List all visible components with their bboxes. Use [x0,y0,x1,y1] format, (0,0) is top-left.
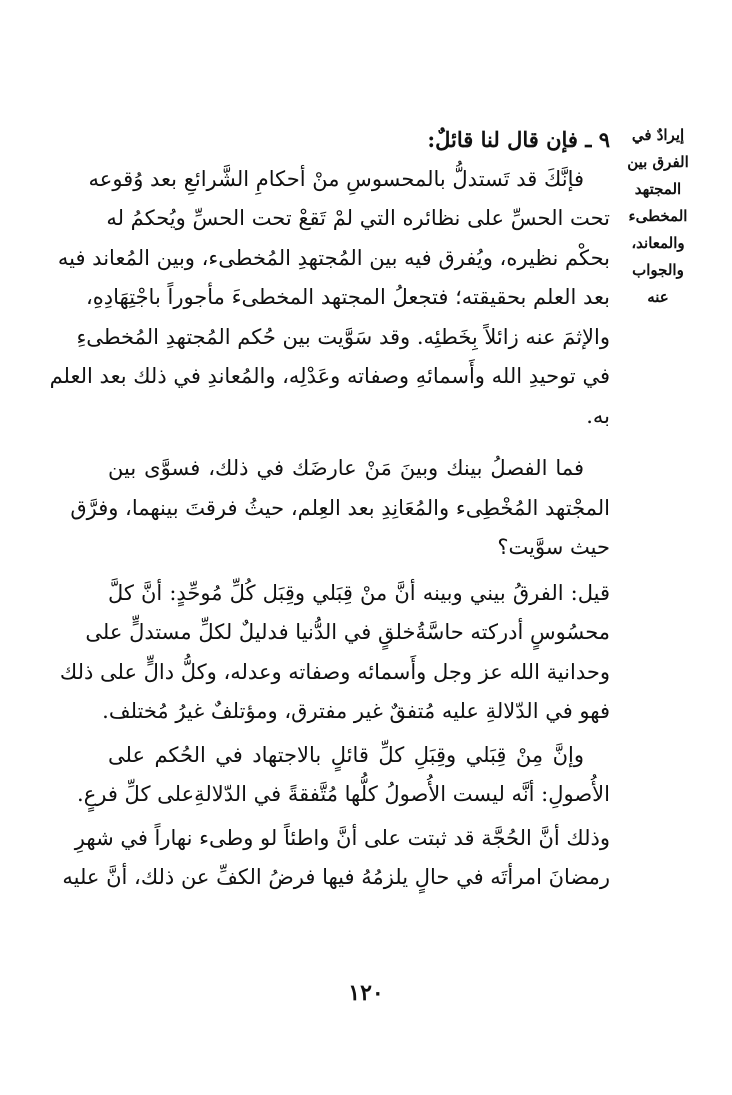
margin-note-line: المخطىء [628,207,688,225]
margin-note [624,122,692,311]
margin-note-line: والمعاند، [631,234,685,252]
paragraph [62,819,610,898]
text-line: والإثمَ عنه زائلاً بِخَطئِه. وقد سَوَّيت بين حُكم المُجتهدِ المُخطىءِ [76,324,610,349]
text-line: تحت الحسِّ على نظائره التي لمْ تَقعْ تحت الحسِّ ويُحكمُ له [106,206,610,230]
section-heading: ٩ ـ فإن قال لنا قائلٌ: [427,127,610,152]
margin-note-line: الفرق بين [627,153,689,171]
margin-note-line: عنه [647,288,669,306]
paragraph [49,160,610,437]
margin-note-line: إيرادٌ في [631,126,685,144]
text-line: فما الفصلُ بينك وبينَ مَنْ عارضَك في ذلك، فسوَّى بين [108,456,584,480]
paragraph [77,736,610,815]
text-line: بحكْم نظيره، ويُفرق فيه بين المُجتهدِ المُخطىء، وبين المُعاند فيه [57,245,610,270]
paragraph [70,449,610,568]
text-line: وحدانية الله عز وجل وأَسمائه وصفاته وعدله، وكلُّ دالٍّ على ذلك [59,659,610,684]
margin-note-line: المجتهد [634,180,682,198]
text-line: فهو في الدّلالةِ عليه مُتفقٌ غير مفترق، ومؤتلفٌ غيرُ مُختلف. [102,699,610,723]
text-line: محسُوسٍ أدركته حاسَّةُخلقٍ في الدُّنيا فدليلٌ لكلِّ مستدلٍّ على [85,620,610,644]
text-line: الأُصولِ: أنَّه ليست الأُصولُ كلُّها مُتَّفقةً في الدّلالةِعلى كلِّ فرعٍ. [77,782,610,806]
paragraph [59,574,610,732]
text-line: فإنَّكَ قد تَستدلُّ بالمحسوسِ منْ أحكامِ الشَّرائعِ بعد وُقوعه [88,166,584,191]
page-number: ١٢٠ [348,980,384,1006]
text-line: في توحيدِ الله وأَسمائهِ وصفاته وعَدْلِه، والمُعاندِ في ذلك بعد العلم [49,364,610,388]
text-line: المجْتهد المُخْطِىء والمُعَانِدِ بعد العِلم، حيثُ فرقتَ بينهما، وفرَّق [70,495,610,520]
margin-note-line: والجواب [632,261,684,279]
text-line: حيث سوَّيت؟ [497,535,610,559]
text-line: قيل: الفرقُ بيني وبينه أنَّ منْ قِبَلي وقِبَل كُلِّ مُوحِّدٍ: أنَّ كلَّ [108,580,610,605]
text-line: رمضانَ امرأتَه في حالٍ يلزمُهُ فيها فرضُ الكفِّ عن ذلك، أنَّ عليه [62,865,610,889]
text-line: وذلك أنَّ الحُجَّة قد ثبتت على أنَّ واطئاً لو وطىء نهاراً في شهرِ [74,825,610,850]
main-text [49,120,610,898]
text-line: بعد العلم بحقيقته؛ فتجعلُ المجتهد المخطىءَ مأجوراً باجْتِهَادِهِ، [86,285,610,309]
text-line: به. [586,403,610,428]
text-line: وإنَّ مِنْ قِبَلي وقِبَلِ كلِّ قائلٍ بالاجتهاد في الحُكم على [108,742,584,767]
